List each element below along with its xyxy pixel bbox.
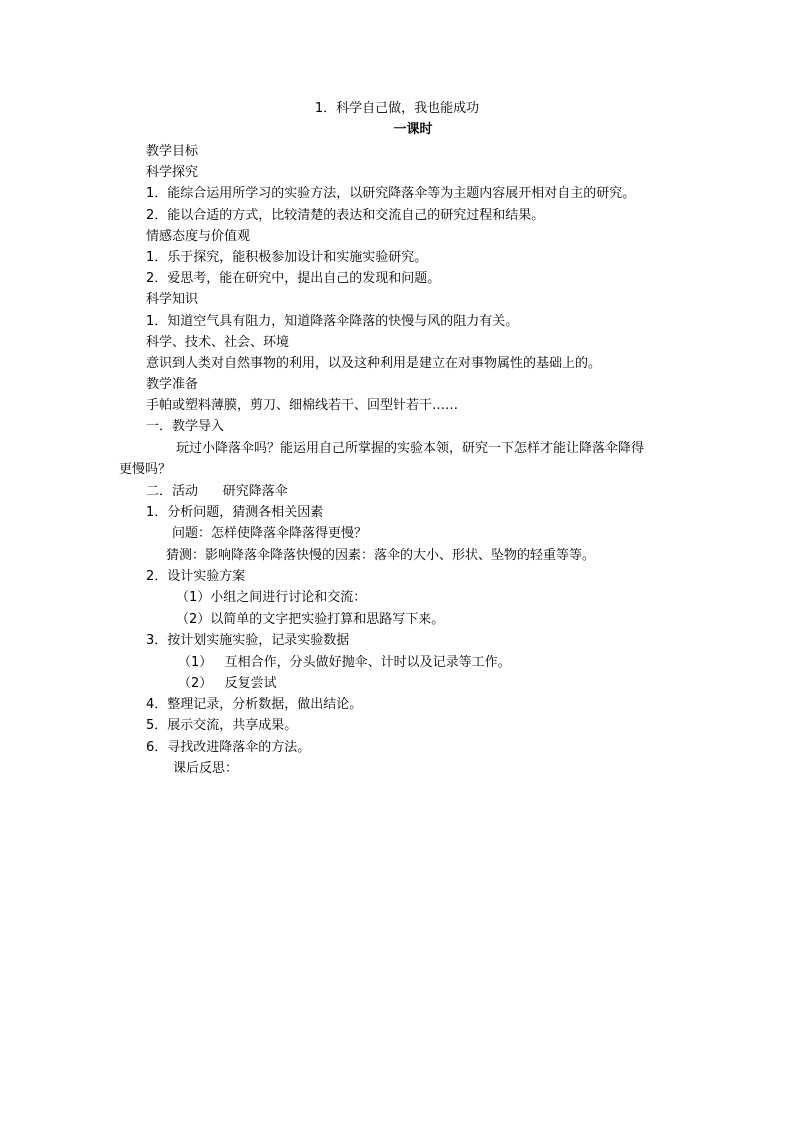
goal-line: 1．能综合运用所学习的实验方法，以研究降落伞等为主题内容展开相对自主的研究。 <box>146 186 636 201</box>
attitude-line: 1．乐于探究，能积极参加设计和实施实验研究。 <box>146 250 428 265</box>
step-1: 1．分析问题，猜测各相关因素 <box>146 505 324 520</box>
intro-paragraph-cont: 更慢吗？ <box>119 462 172 477</box>
step-2-sub-1: （1）小组之间进行讨论和交流： <box>176 590 367 605</box>
heading-intro: 一．教学导入 <box>146 419 225 434</box>
prep-line: 手帕或塑料薄膜，剪刀、细棉线若干、回型针若干…… <box>146 398 459 413</box>
step-3-sub-2: （2） 反复尝试 <box>178 676 277 691</box>
after-class-reflection: 课后反思： <box>173 761 239 776</box>
heading-science-knowledge: 科学知识 <box>146 292 199 307</box>
step-3-sub-1: （1） 互相合作，分头做好抛伞、计时以及记录等工作。 <box>178 655 511 670</box>
step-4: 4．整理记录，分析数据，做出结论。 <box>146 697 363 712</box>
knowledge-line: 1．知道空气具有阻力，知道降落伞降落的快慢与风的阻力有关。 <box>146 314 519 329</box>
step-1-question: 问题：怎样使降落伞降落得更慢？ <box>172 526 368 541</box>
heading-teaching-goals: 教学目标 <box>146 144 199 159</box>
document-title: 1．科学自己做，我也能成功 <box>314 101 480 116</box>
step-6: 6．寻找改进降落伞的方法。 <box>146 740 311 755</box>
goal-line: 2．能以合适的方式，比较清楚的表达和交流自己的研究过程和结果。 <box>146 208 545 223</box>
step-1-guess: 猜测：影响降落伞降落快慢的因素：落伞的大小、形状、坠物的轻重等等。 <box>166 548 596 563</box>
document-subtitle: 一课时 <box>393 122 433 137</box>
heading-activity: 二．活动 研究降落伞 <box>146 484 288 499</box>
step-3: 3．按计划实施实验，记录实验数据 <box>146 633 350 648</box>
sts-line: 意识到人类对自然事物的利用，以及这种利用是建立在对事物属性的基础上的。 <box>146 356 602 371</box>
step-2-sub-2: （2）以简单的文字把实验打算和思路写下来。 <box>176 612 445 627</box>
step-5: 5．展示交流，共享成果。 <box>146 718 298 733</box>
intro-paragraph: 玩过小降落伞吗？能运用自己所掌握的实验本领，研究一下怎样才能让降落伞降得 <box>176 441 645 456</box>
attitude-line: 2．爱思考，能在研究中，提出自己的发现和问题。 <box>146 271 441 286</box>
heading-sts-environment: 科学、技术、社会、环境 <box>146 335 290 350</box>
step-2: 2．设计实验方案 <box>146 569 246 584</box>
heading-teaching-prep: 教学准备 <box>146 377 199 392</box>
heading-attitude-values: 情感态度与价值观 <box>146 229 251 244</box>
heading-science-inquiry: 科学探究 <box>146 165 199 180</box>
